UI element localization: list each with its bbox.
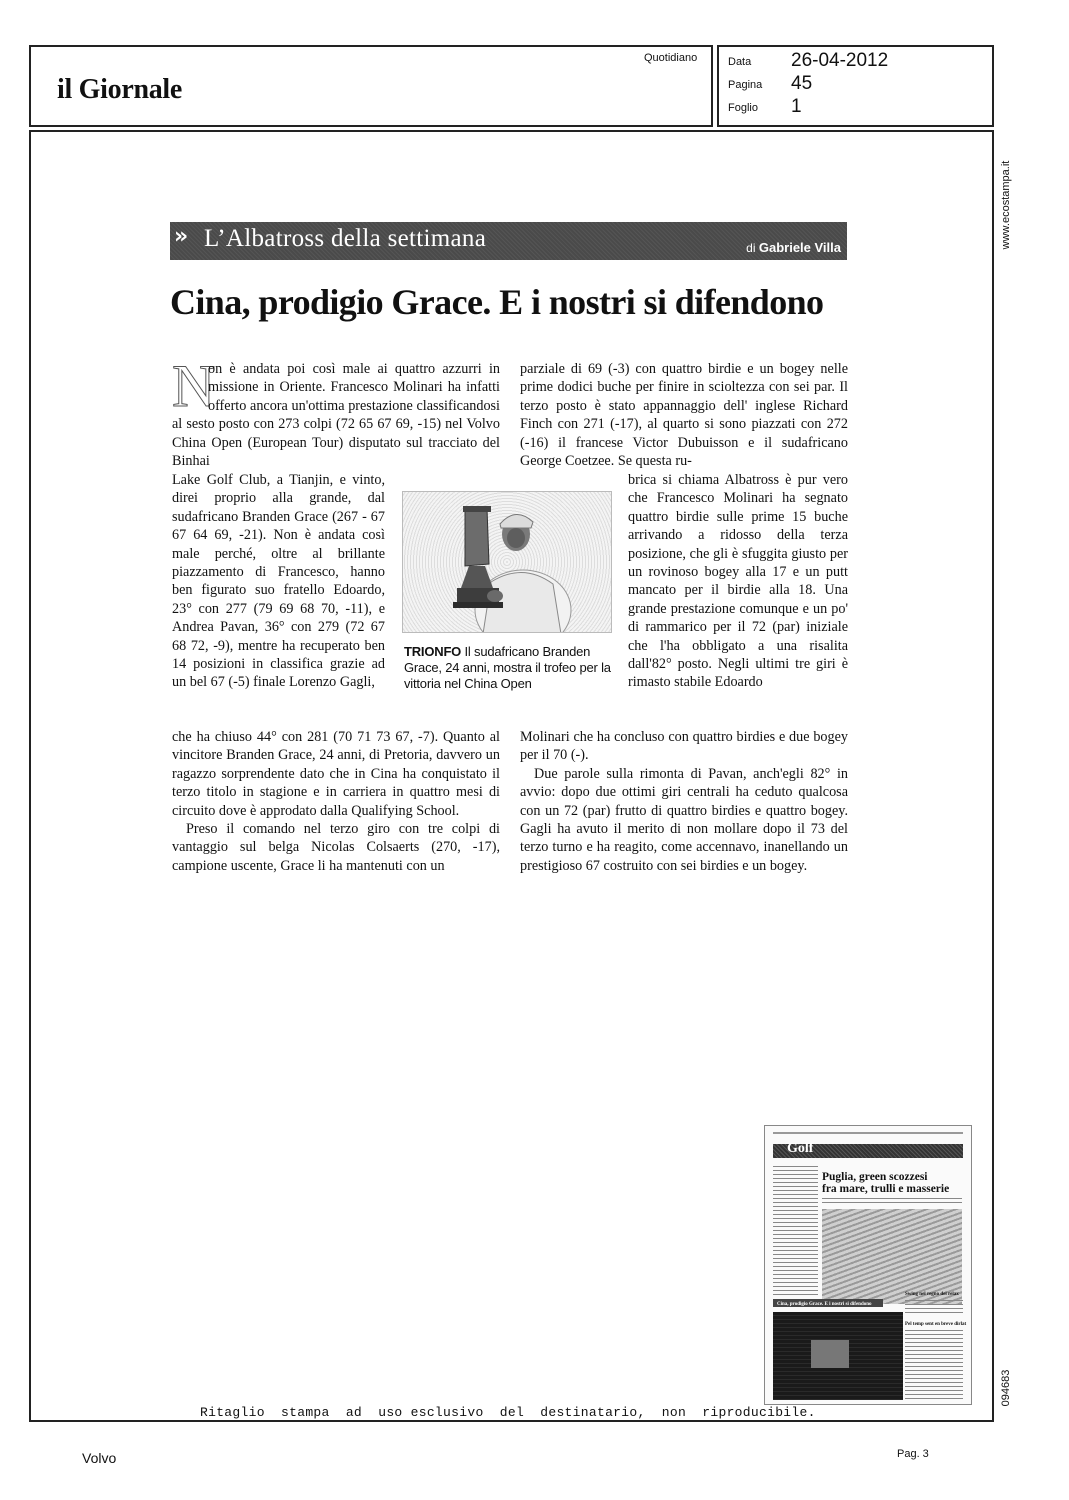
article-column-b-narrow — [628, 471, 848, 692]
byline — [746, 240, 841, 255]
page-thumbnail — [764, 1125, 972, 1405]
thumbnail-top-rule — [773, 1132, 963, 1134]
side-url — [996, 145, 1016, 265]
article-column-b-top — [520, 360, 848, 470]
photo-caption — [404, 644, 614, 692]
page-number: Pag. 3 — [897, 1448, 929, 1460]
thumbnail-sub2: Pel temp sent en breve dirlat — [905, 1322, 967, 1327]
page-value: 45 — [791, 73, 813, 94]
client-name: Volvo — [82, 1450, 117, 1466]
thumbnail-subhead-lines — [822, 1198, 962, 1206]
thumbnail-headline-line2: fra mare, trulli e masserie — [822, 1183, 950, 1195]
thumbnail-headline-line1: Puglia, green scozzesi — [822, 1171, 928, 1183]
drop-cap: N — [172, 353, 216, 419]
trophy-photo-illustration — [403, 492, 612, 633]
newspaper-name: il Giornale — [57, 74, 183, 105]
byline-author: Gabriele Villa — [758, 240, 841, 255]
thumbnail-headline — [822, 1171, 949, 1195]
date-value: 26-04-2012 — [791, 50, 889, 71]
paragraph-c1: che ha chiuso 44° con 281 (70 71 73 67, -7). Quanto al vincitore Branden Grace, 24 anni, di Pretoria, davvero un ragazzo sorprendente dato che in Cina ha conquistato il terzo titolo in stagione e in carriera in quattro mesi di circuito dove è approdato dalla Qualifying School. — [172, 729, 500, 819]
thumbnail-text-right — [905, 1300, 963, 1314]
side-url-text: www.ecostampa.it — [1000, 160, 1012, 250]
paragraph-d2: Due parole sulla rimonta di Pavan, anch'egli 82° in avvio: dopo due ottimi giri centrali ha ceduto qualcosa con un 72 (par) frutto di quattro birdies e quattro bogey. Gagli ha avuto il merito di non mollare dopo il 73 del terzo turno e ha reagito, come accennavo, inanellando un prestigioso 67 costruito con sei birdies e un bogey. — [520, 765, 848, 874]
section-title: L’Albatross della settimana — [204, 225, 487, 252]
thumbnail-text-right-lower — [905, 1330, 963, 1400]
thumbnail-section-title: Golf — [787, 1141, 814, 1156]
sheet-label: Foglio — [728, 102, 758, 114]
side-code — [996, 1358, 1016, 1418]
side-code-text: 094683 — [1000, 1369, 1012, 1407]
article-column-d — [520, 728, 848, 875]
reproduction-notice: Ritaglio stampa ad uso esclusivo del destinatario, non riproducibile. — [200, 1405, 816, 1420]
section-header-bar — [170, 222, 847, 260]
paragraph-a-top: on è andata poi così male ai quattro azzurri in missione in Oriente. Francesco Molinari ha infatti offerto ancora un'ottima prestazione classificandosi al sesto posto con 273 colpi (72 65 67 69, -15) nel Volvo China Open (European Tour) disputato sul tracciato del Binhai — [172, 361, 500, 470]
byline-prefix: di — [746, 241, 756, 255]
article-column-a-top — [172, 353, 500, 470]
thumbnail-sub3: Cina, prodigio Grace. E i nostri si difendono — [777, 1302, 872, 1307]
paragraph-b-top: parziale di 69 (-3) con quattro birdie e un bogey nelle prime dodici buche per finire in scioltezza con sei par. Il terzo posto è stato appannaggio dell' inglese Richard Finch con 271 (-17), al quarto si sono piazzati con 272 (-16) il francese Victor Dubuisson e il sudafricano George Coetzee. Se questa ru- — [520, 361, 848, 470]
paragraph-a-narrow: Lake Golf Club, a Tianjin, e vinto, direi proprio alla grande, dal sudafricano Branden Grace (267 - 67 67 64 69, -21). Non è andata così male perché, oltre al brillante piazzamento di Francesco, hanno ben figurato suo fratello Edoardo, 23° con 277 (79 69 68 70, -11), e Andrea Pavan, 36° con 279 (72 67 68 72, -9), mentre ha recuperato ben 14 posizioni in classifica grazie ad un bel 67 (-5) finale Lorenzo Gagli, — [172, 472, 385, 691]
article-headline: Cina, prodigio Grace. E i nostri si difendono — [170, 282, 824, 322]
page-label: Pagina — [728, 79, 763, 91]
caption-text: Il sudafricano Branden Grace, 24 anni, mostra il trofeo per la vittoria nel China Open — [404, 644, 611, 691]
sheet-value: 1 — [791, 96, 802, 117]
article-photo — [402, 491, 612, 633]
double-chevron-icon: » — [174, 224, 189, 249]
thumbnail-photo — [822, 1209, 962, 1304]
article-column-a-narrow — [172, 471, 385, 692]
thumbnail-article-photo — [811, 1340, 849, 1368]
date-label: Data — [728, 56, 752, 68]
article-column-c — [172, 728, 500, 875]
thumbnail-text-column — [773, 1166, 818, 1296]
paragraph-d1: Molinari che ha concluso con quattro birdies e due bogey per il 70 (-). — [520, 729, 848, 764]
thumbnail-sub1: Swing nel regno del relax — [905, 1292, 959, 1297]
paragraph-c2: Preso il comando nel terzo giro con tre colpi di vantaggio sul belga Nicolas Colsaerts (270, -17), campione uscente, Grace li ha mantenuti con un — [172, 821, 500, 874]
paragraph-b-narrow: brica si chiama Albatross è pur vero che Francesco Molinari ha segnato quattro birdie sulle prime 15 buche arrivando a ridosso della terza posizione, che gli è sfuggita giusto per un rovinoso bogey alla 17 e un putt mancato per il birdie alla 18. Una grande prestazione comunque e un po' di rammarico per il 72 (par) iniziale che l'ha obbligato a una risalita dall'82° posto. Negli ultimi tre giri è rimasto stabile Edoardo — [628, 472, 848, 691]
caption-lead: TRIONFO — [404, 644, 462, 659]
publication-type: Quotidiano — [644, 52, 698, 64]
